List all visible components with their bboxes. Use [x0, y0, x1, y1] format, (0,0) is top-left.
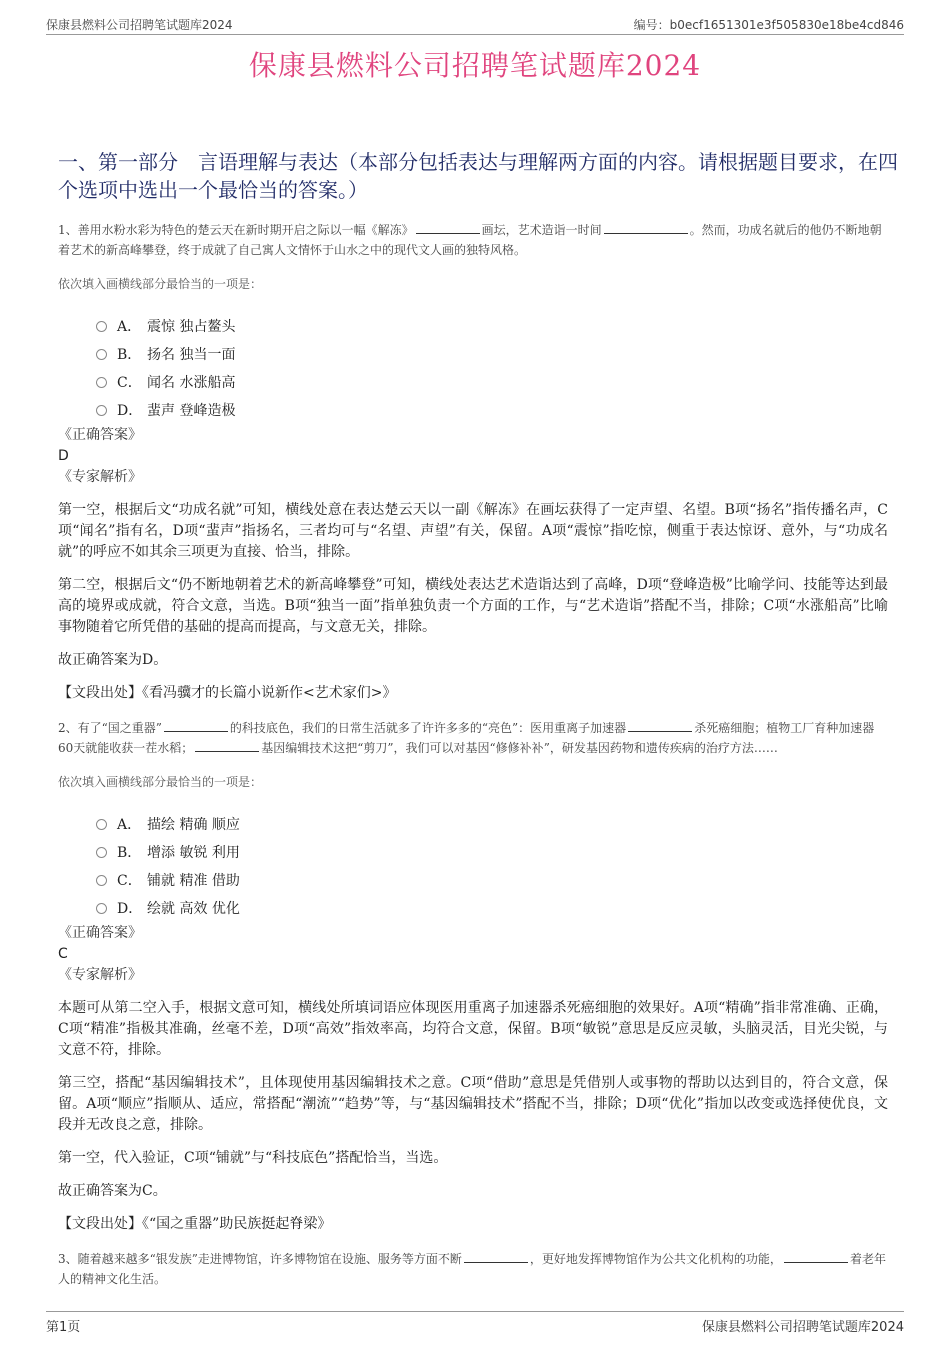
- question-3: [58, 1249, 888, 1289]
- option-c[interactable]: C． 铺就 精准 借助: [96, 866, 888, 894]
- analysis-conclusion: 故正确答案为C。: [58, 1183, 167, 1199]
- header-doc-id: 编号：b0ecf1651301e3f505830e18be4cd846: [633, 18, 904, 32]
- page-number: 第1页: [46, 1320, 81, 1335]
- option-b[interactable]: B． 扬名 独当一面: [96, 340, 888, 368]
- radio-icon[interactable]: [96, 321, 107, 332]
- correct-answer: C: [58, 946, 68, 962]
- radio-icon[interactable]: [96, 349, 107, 360]
- correct-answer: D: [58, 448, 69, 464]
- radio-icon[interactable]: [96, 405, 107, 416]
- option-d[interactable]: D． 绘就 高效 优化: [96, 894, 888, 922]
- section-title: 一、第一部分 言语理解与表达（本部分包括表达与理解两方面的内容。请根据题目要求，在四个选项中选出一个最恰当的答案。）: [58, 150, 898, 202]
- page-header: [46, 14, 904, 35]
- radio-icon[interactable]: [96, 377, 107, 388]
- option-d[interactable]: D． 蜚声 登峰造极: [96, 396, 888, 424]
- analysis-conclusion: 故正确答案为D。: [58, 652, 168, 668]
- blank: [416, 221, 480, 234]
- analysis-paragraph: 本题可从第二空入手，根据文意可知，横线处所填词语应体现医用重离子加速器杀死癌细胞的效果好。A项“精确”指非常准确、正确，C项“精准”指极其准确，丝毫不差，D项“高效”指效率高，均符合文意，保留。B项“敏锐”意思是反应灵敏，头脑灵活，目光尖锐，与文意不符，排除。: [58, 1000, 888, 1058]
- source-citation: 【文段出处】《看冯骥才的长篇小说新作<艺术家们>》: [58, 685, 397, 701]
- question-prompt: 依次填入画横线部分最恰当的一项是：: [58, 277, 263, 291]
- option-b[interactable]: B． 增添 敏锐 利用: [96, 838, 888, 866]
- question-2-stem: 2、有了“国之重器” 的科技底色，我们的日常生活就多了许许多多的“亮色”：医用重离子加速器 杀死癌细胞；植物工厂育种加速器60天就能收获一茬水稻； 基因编辑技术这把“剪刀”，我们可以对基因“修修补补”，研发基因药物和遗传疾病的治疗方法……: [58, 721, 875, 755]
- analysis-paragraph: 第一空，代入验证，C项“铺就”与“科技底色”搭配恰当，当选。: [58, 1150, 448, 1166]
- question-prompt: 依次填入画横线部分最恰当的一项是：: [58, 775, 263, 789]
- question-list: [58, 220, 888, 1289]
- question-1: [58, 220, 888, 704]
- blank: [604, 221, 688, 234]
- analysis-label: 《专家解析》: [58, 967, 142, 983]
- radio-icon[interactable]: [96, 819, 107, 830]
- option-c[interactable]: C． 闻名 水涨船高: [96, 368, 888, 396]
- header-title: 保康县燃料公司招聘笔试题库2024: [46, 18, 233, 32]
- blank: [195, 739, 259, 752]
- option-a[interactable]: A． 震惊 独占鳌头: [96, 312, 888, 340]
- page-footer: [46, 1311, 904, 1336]
- question-3-stem: 3、随着越来越多“银发族”走进博物馆，许多博物馆在设施、服务等方面不断 ，更好地发挥博物馆作为公共文化机构的功能， 着老年人的精神文化生活。: [58, 1252, 886, 1286]
- footer-title: 保康县燃料公司招聘笔试题库2024: [701, 1320, 904, 1335]
- blank: [784, 1250, 848, 1263]
- question-1-options: [96, 312, 888, 424]
- option-a[interactable]: A． 描绘 精确 顺应: [96, 810, 888, 838]
- correct-answer-label: 《正确答案》: [58, 925, 142, 941]
- analysis-paragraph: 第三空，搭配“基因编辑技术”，且体现使用基因编辑技术之意。C项“借助”意思是凭借别人或事物的帮助以达到目的，符合文意，保留。A项“顺应”指顺从、适应，常搭配“潮流”“趋势”等，与“基因编辑技术”搭配不当，排除；D项“优化”指加以改变或选择使优良，文段并无改良之意，排除。: [58, 1075, 888, 1133]
- analysis-paragraph: 第一空，根据后文“功成名就”可知，横线处意在表达楚云天以一副《解冻》在画坛获得了一定声望、名望。B项“扬名”指传播名声，C项“闻名”指有名，D项“蜚声”指扬名，三者均可与“名望、声望”有关，保留。A项“震惊”指吃惊，侧重于表达惊讶、意外，与“功成名就”的呼应不如其余三项更为直接、恰当，排除。: [58, 502, 888, 560]
- document-title: 保康县燃料公司招聘笔试题库2024: [248, 49, 702, 82]
- blank: [164, 719, 228, 732]
- correct-answer-label: 《正确答案》: [58, 427, 142, 443]
- blank: [628, 719, 692, 732]
- analysis-paragraph: 第二空，根据后文“仍不断地朝着艺术的新高峰攀登”可知，横线处表达艺术造诣达到了高峰，D项“登峰造极”比喻学问、技能等达到最高的境界或成就，符合文意，当选。B项“独当一面”指单独负责一个方面的工作，与“艺术造诣”搭配不当，排除；C项“水涨船高”比喻事物随着它所凭借的基础的提高而提高，与文意无关，排除。: [58, 577, 888, 635]
- radio-icon[interactable]: [96, 903, 107, 914]
- question-1-stem: 1、善用水粉水彩为特色的楚云天在新时期开启之际以一幅《解冻》 画坛，艺术造诣一时间 。然而，功成名就后的他仍不断地朝着艺术的新高峰攀登，终于成就了自己寓人文情怀于山水之中的现代文人画的独特风格。: [58, 223, 882, 257]
- analysis-label: 《专家解析》: [58, 469, 142, 485]
- question-2-options: [96, 810, 888, 922]
- blank: [464, 1250, 528, 1263]
- radio-icon[interactable]: [96, 847, 107, 858]
- source-citation: 【文段出处】《“国之重器”助民族挺起脊梁》: [58, 1216, 332, 1232]
- question-2: [58, 718, 888, 1235]
- radio-icon[interactable]: [96, 875, 107, 886]
